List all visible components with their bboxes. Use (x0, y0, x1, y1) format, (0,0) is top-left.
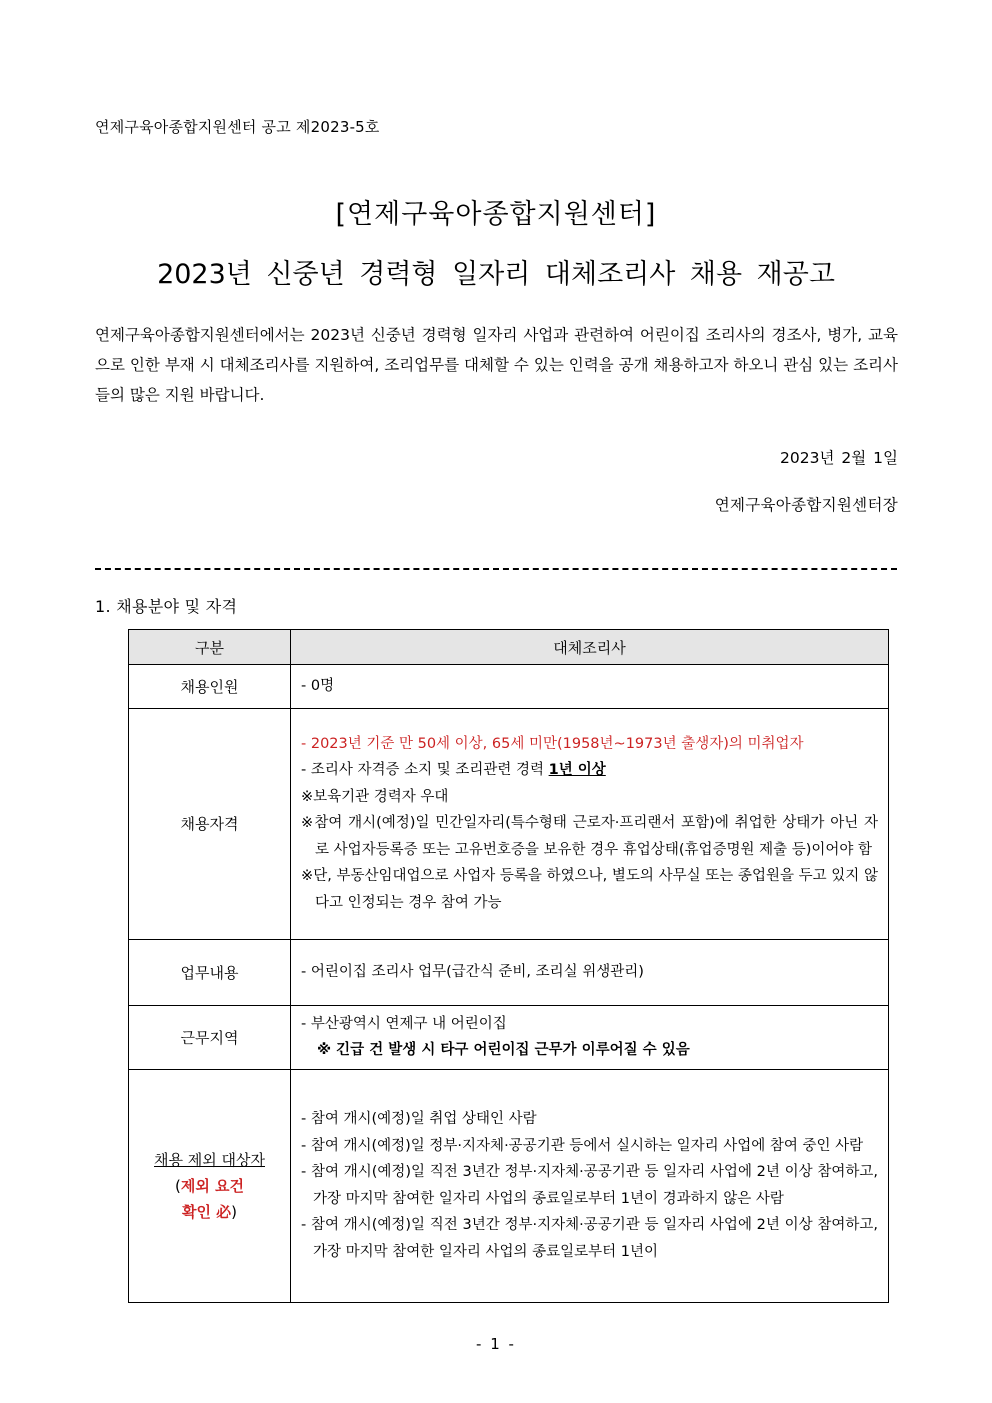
signature: 연제구육아종합지원센터장 (714, 496, 898, 514)
dashed-divider (95, 568, 897, 570)
header-category: 구분 (129, 630, 291, 665)
row-label-qualifications: 채용자격 (129, 708, 291, 939)
location-value: - 부산광역시 연제구 내 어린이집 (301, 1015, 507, 1032)
exclusion-item: - 참여 개시(예정)일 직전 3년간 정부·지자체·공공기관 등 일자리 사업에 2년 이상 참여하고, 가장 마지막 참여한 일자리 사업의 종료일로부터 1년이 (301, 1217, 878, 1260)
exclusions-cell (291, 1069, 889, 1302)
exclusions-label-close: ) (231, 1202, 238, 1221)
qualifications-cell (291, 708, 889, 939)
document-title: 2023년 신중년 경력형 일자리 대체조리사 채용 재공고 (157, 259, 835, 290)
notice-date: 2023년 2월 1일 (780, 449, 898, 467)
location-note: ※ 긴급 건 발생 시 타구 어린이집 근무가 이루어질 수 있음 (317, 1042, 690, 1058)
requirements-table (128, 629, 889, 1303)
table-row (129, 665, 889, 709)
table-header-row (129, 630, 889, 665)
page-number: - 1 - (476, 1335, 516, 1353)
notice-number: 연제구육아종합지원센터 공고 제2023-5호 (95, 118, 380, 136)
row-label-exclusions (129, 1069, 291, 1302)
exclusion-item: - 참여 개시(예정)일 정부·지자체·공공기관 등에서 실시하는 일자리 사업에 참여 중인 사람 (301, 1137, 864, 1154)
document-title-org: [연제구육아종합지원센터] (335, 199, 657, 230)
exclusions-label-red2: 확인 必 (181, 1202, 232, 1221)
intro-paragraph: 연제구육아종합지원센터에서는 2023년 신중년 경력형 일자리 사업과 관련하여 어린이집 조리사의 경조사, 병가, 교육으로 인한 부재 시 대체조리사를 지원하여, 조리업무를 대체할 수 있는 인력을 공개 채용하고자 하오니 관심 있는 조리사들의 많은 지원 바랍니다. (95, 326, 898, 404)
section-heading: 1. 채용분야 및 자격 (95, 597, 238, 616)
table-row (129, 708, 889, 939)
table-row (129, 939, 889, 1005)
qualification-preference: ※보육기관 경력자 우대 (301, 788, 449, 805)
qualification-note-exception: ※단, 부동산임대업으로 사업자 등록을 하였으나, 별도의 사무실 또는 종업원을 두고 있지 않다고 인정되는 경우 참여 가능 (301, 868, 878, 911)
location-cell (291, 1005, 889, 1069)
exclusions-label-red1: 제외 요건 (180, 1176, 245, 1195)
exclusions-label-open: ( (174, 1176, 181, 1195)
header-position: 대체조리사 (291, 630, 889, 665)
row-label-location: 근무지역 (129, 1005, 291, 1069)
exclusions-label (129, 1147, 290, 1225)
headcount-value: - 0명 (291, 665, 889, 709)
row-label-headcount: 채용인원 (129, 665, 291, 709)
exclusion-item: - 참여 개시(예정)일 취업 상태인 사람 (301, 1111, 537, 1127)
duties-value: - 어린이집 조리사 업무(급간식 준비, 조리실 위생관리) (291, 939, 889, 1005)
table-row (129, 1069, 889, 1302)
qualification-license (301, 757, 878, 784)
qualification-note-employment: ※참여 개시(예정)일 민간일자리(특수형태 근로자·프리랜서 포함)에 취업한 상태가 아닌 자로 사업자등록증 또는 고유번호증을 보유한 경우 휴업상태(휴업증명원 제출 등)이어야 함 (301, 815, 878, 858)
qualification-age: - 2023년 기준 만 50세 이상, 65세 미만(1958년~1973년 출생자)의 미취업자 (301, 735, 804, 752)
row-label-duties: 업무내용 (129, 939, 291, 1005)
exclusions-label-text: 채용 제외 대상자 (154, 1150, 265, 1169)
table-row (129, 1005, 889, 1069)
qualification-license-text: - 조리사 자격증 소지 및 조리관련 경력 (301, 762, 549, 779)
exclusion-item: - 참여 개시(예정)일 직전 3년간 정부·지자체·공공기관 등 일자리 사업에 2년 이상 참여하고, 가장 마지막 참여한 일자리 사업의 종료일로부터 1년이 경과하지 않은 사람 (301, 1164, 878, 1207)
qualification-license-years: 1년 이상 (548, 762, 606, 779)
